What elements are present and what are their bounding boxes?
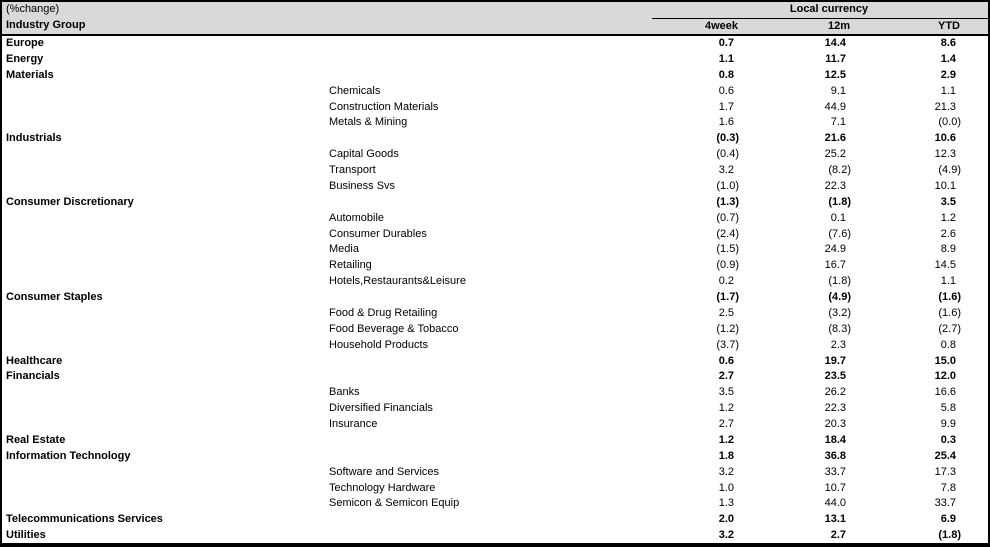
val-12m: 44.9 bbox=[824, 100, 846, 113]
val-4week: 2.5 bbox=[718, 306, 734, 319]
val-4week: 3.2 bbox=[718, 164, 734, 176]
val-4week: 1.6 bbox=[718, 116, 734, 129]
val-12m: 2.7 bbox=[830, 529, 846, 542]
val-4week: 1.2 bbox=[718, 402, 734, 415]
row-label: Materials bbox=[6, 68, 54, 81]
val-4week: (0.7) bbox=[716, 211, 739, 224]
table-row bbox=[2, 274, 988, 290]
change-label: (%change) bbox=[6, 3, 60, 16]
val-12m: 18.4 bbox=[824, 433, 846, 446]
val-4week: 0.6 bbox=[718, 354, 734, 367]
table-row bbox=[2, 449, 988, 465]
val-4week: (2.4) bbox=[716, 227, 739, 240]
table-row bbox=[2, 131, 988, 147]
row-label: Business Svs bbox=[329, 179, 396, 192]
val-ytd: (1.6) bbox=[938, 291, 961, 303]
val-ytd: (1.6) bbox=[938, 306, 961, 319]
row-spacer bbox=[964, 465, 988, 481]
val-12m: 16.7 bbox=[824, 259, 846, 272]
val-4week: 2.7 bbox=[718, 418, 734, 430]
row-spacer bbox=[964, 35, 988, 52]
val-12m: 11.7 bbox=[825, 52, 846, 65]
val-ytd: 12.0 bbox=[934, 370, 956, 383]
val-4week: (0.4) bbox=[716, 148, 739, 161]
table-row bbox=[2, 258, 988, 274]
row-label: Information Technology bbox=[6, 449, 131, 462]
val-12m: (3.2) bbox=[828, 306, 851, 319]
table-row bbox=[2, 385, 988, 401]
row-spacer bbox=[964, 481, 988, 497]
val-4week: 1.0 bbox=[718, 481, 734, 494]
row-spacer bbox=[964, 258, 988, 274]
header-spacer bbox=[964, 18, 988, 35]
row-label: Food & Drug Retailing bbox=[329, 306, 438, 319]
col-header-12m: 12m bbox=[742, 18, 854, 35]
val-ytd: 1.1 bbox=[940, 84, 956, 97]
val-ytd: 8.9 bbox=[940, 243, 956, 256]
val-12m: 2.3 bbox=[830, 338, 846, 351]
val-4week: (1.5) bbox=[716, 243, 739, 256]
val-12m: 24.9 bbox=[824, 243, 846, 256]
row-spacer bbox=[964, 290, 988, 306]
table-row bbox=[2, 147, 988, 163]
val-4week: 1.1 bbox=[718, 52, 734, 65]
val-12m: (1.8) bbox=[828, 275, 851, 288]
row-spacer bbox=[964, 52, 988, 68]
val-ytd: (1.8) bbox=[938, 529, 961, 542]
val-12m: 7.1 bbox=[830, 116, 846, 129]
val-ytd: 25.4 bbox=[934, 449, 956, 462]
val-ytd: 10.1 bbox=[934, 179, 956, 192]
val-4week: 0.2 bbox=[718, 275, 734, 288]
table-row bbox=[2, 417, 988, 433]
val-4week: 1.8 bbox=[718, 449, 734, 462]
row-label: Energy bbox=[6, 52, 44, 65]
row-label: Technology Hardware bbox=[329, 481, 436, 494]
table-row bbox=[2, 100, 988, 116]
val-ytd: 5.8 bbox=[940, 402, 956, 415]
val-ytd: (0.0) bbox=[938, 116, 961, 129]
header-row-columns bbox=[2, 18, 988, 35]
val-4week: 1.7 bbox=[718, 100, 734, 113]
col-header-ytd: YTD bbox=[854, 18, 964, 35]
val-4week: (0.3) bbox=[716, 132, 739, 145]
row-spacer bbox=[964, 227, 988, 243]
table-row bbox=[2, 433, 988, 449]
row-label: Transport bbox=[329, 164, 376, 176]
table-row bbox=[2, 465, 988, 481]
row-spacer bbox=[964, 322, 988, 338]
row-spacer bbox=[964, 211, 988, 227]
val-4week: (3.7) bbox=[716, 338, 739, 351]
val-ytd: (4.9) bbox=[938, 164, 961, 176]
val-4week: 1.3 bbox=[718, 497, 734, 510]
val-4week: 2.0 bbox=[718, 513, 734, 526]
table-row bbox=[2, 163, 988, 179]
val-ytd: 33.7 bbox=[934, 497, 956, 510]
val-12m: (7.6) bbox=[828, 227, 851, 240]
table-header bbox=[2, 2, 988, 35]
val-4week: 1.2 bbox=[718, 433, 734, 446]
row-spacer bbox=[964, 338, 988, 354]
row-spacer bbox=[964, 68, 988, 84]
table-row bbox=[2, 242, 988, 258]
row-spacer bbox=[964, 496, 988, 512]
val-4week: 0.8 bbox=[718, 68, 734, 81]
table-row bbox=[2, 369, 988, 385]
row-label: Food Beverage & Tobacco bbox=[329, 322, 459, 335]
val-12m: 22.3 bbox=[824, 402, 846, 415]
row-label: Consumer Discretionary bbox=[6, 195, 134, 208]
val-ytd: 8.6 bbox=[940, 37, 956, 49]
table-row bbox=[2, 227, 988, 243]
val-4week: 2.7 bbox=[718, 370, 734, 383]
row-spacer bbox=[964, 528, 988, 544]
row-spacer bbox=[964, 84, 988, 100]
row-spacer bbox=[964, 354, 988, 370]
row-spacer bbox=[964, 242, 988, 258]
row-label: Diversified Financials bbox=[329, 402, 433, 415]
val-12m: 13.1 bbox=[824, 513, 846, 526]
table-row bbox=[2, 322, 988, 338]
row-spacer bbox=[964, 401, 988, 417]
val-ytd: 1.4 bbox=[940, 52, 956, 65]
row-spacer bbox=[964, 385, 988, 401]
row-label: Semicon & Semicon Equip bbox=[329, 497, 460, 510]
row-label: Financials bbox=[6, 370, 60, 383]
table-row bbox=[2, 512, 988, 528]
val-12m: (1.8) bbox=[828, 195, 851, 208]
table-row bbox=[2, 35, 988, 52]
val-12m: 0.1 bbox=[830, 211, 846, 224]
row-spacer bbox=[964, 417, 988, 433]
row-spacer bbox=[964, 115, 988, 131]
val-ytd: 10.6 bbox=[934, 132, 956, 145]
val-12m: 19.7 bbox=[824, 354, 846, 367]
row-label: Banks bbox=[329, 386, 360, 399]
row-spacer bbox=[964, 131, 988, 147]
val-4week: 3.2 bbox=[718, 529, 734, 542]
val-12m: 26.2 bbox=[824, 386, 846, 399]
industry-group-header: Industry Group bbox=[2, 18, 652, 35]
val-12m: 23.5 bbox=[824, 370, 846, 383]
row-label: Insurance bbox=[329, 418, 378, 430]
row-label: Utilities bbox=[6, 529, 46, 542]
val-12m: 44.0 bbox=[824, 497, 846, 510]
table-row bbox=[2, 115, 988, 131]
row-label: Software and Services bbox=[329, 465, 440, 478]
row-label: Metals & Mining bbox=[329, 116, 408, 129]
row-label: Healthcare bbox=[6, 354, 63, 367]
row-spacer bbox=[964, 179, 988, 195]
table-row bbox=[2, 68, 988, 84]
val-12m: (8.2) bbox=[828, 164, 851, 176]
row-spacer bbox=[964, 195, 988, 211]
val-4week: 3.5 bbox=[718, 386, 734, 399]
val-12m: 25.2 bbox=[824, 148, 846, 161]
val-12m: 12.5 bbox=[824, 68, 846, 81]
table-row bbox=[2, 179, 988, 195]
val-ytd: 15.0 bbox=[934, 354, 956, 367]
val-ytd: 2.9 bbox=[940, 68, 956, 81]
row-label: Chemicals bbox=[329, 84, 381, 97]
table-row bbox=[2, 496, 988, 512]
val-ytd: (2.7) bbox=[938, 322, 961, 335]
val-ytd: 0.8 bbox=[940, 338, 956, 351]
row-spacer bbox=[964, 147, 988, 163]
val-4week: (1.7) bbox=[716, 291, 739, 303]
table-row bbox=[2, 528, 988, 544]
val-12m: 9.1 bbox=[830, 84, 846, 97]
val-12m: 10.7 bbox=[824, 481, 846, 494]
val-ytd: 17.3 bbox=[934, 465, 956, 478]
row-label: Industrials bbox=[6, 132, 62, 145]
col-header-4week: 4week bbox=[652, 18, 742, 35]
val-4week: 3.2 bbox=[718, 465, 734, 478]
val-4week: (1.0) bbox=[716, 179, 739, 192]
val-ytd: 1.2 bbox=[940, 211, 956, 224]
table-row bbox=[2, 290, 988, 306]
val-ytd: 14.5 bbox=[934, 259, 956, 272]
val-ytd: 0.3 bbox=[940, 433, 956, 446]
row-label: Real Estate bbox=[6, 433, 66, 446]
table-row bbox=[2, 306, 988, 322]
val-12m: 20.3 bbox=[824, 418, 846, 430]
row-label: Telecommunications Services bbox=[6, 513, 163, 526]
row-spacer bbox=[964, 512, 988, 528]
val-ytd: 21.3 bbox=[934, 100, 956, 113]
val-12m: 14.4 bbox=[824, 37, 846, 49]
row-label: Retailing bbox=[329, 259, 372, 272]
table-row bbox=[2, 481, 988, 497]
val-12m: (8.3) bbox=[828, 322, 851, 335]
row-spacer bbox=[964, 433, 988, 449]
table-body bbox=[2, 35, 988, 544]
val-12m: 33.7 bbox=[824, 465, 846, 478]
row-spacer bbox=[964, 306, 988, 322]
val-ytd: 7.8 bbox=[940, 481, 956, 494]
row-label: Media bbox=[329, 243, 359, 256]
val-ytd: 12.3 bbox=[934, 148, 956, 161]
val-ytd: 6.9 bbox=[940, 513, 956, 526]
table-row bbox=[2, 84, 988, 100]
val-12m: (4.9) bbox=[828, 291, 851, 303]
table-row bbox=[2, 354, 988, 370]
row-label: Europe bbox=[6, 37, 44, 49]
val-4week: 0.7 bbox=[718, 37, 734, 49]
val-4week: (0.9) bbox=[716, 259, 739, 272]
table-row bbox=[2, 401, 988, 417]
table-row bbox=[2, 52, 988, 68]
row-spacer bbox=[964, 100, 988, 116]
val-12m: 22.3 bbox=[824, 179, 846, 192]
row-label: Hotels,Restaurants&Leisure bbox=[329, 275, 466, 288]
val-ytd: 2.6 bbox=[940, 227, 956, 240]
row-label: Capital Goods bbox=[329, 148, 399, 161]
val-ytd: 3.5 bbox=[940, 195, 956, 208]
val-12m: 36.8 bbox=[824, 449, 846, 462]
val-12m: 21.6 bbox=[824, 132, 846, 145]
row-label: Consumer Durables bbox=[329, 227, 427, 240]
table-row bbox=[2, 338, 988, 354]
val-ytd: 1.1 bbox=[940, 275, 956, 288]
val-ytd: 9.9 bbox=[940, 418, 956, 430]
row-spacer bbox=[964, 449, 988, 465]
row-label: Consumer Staples bbox=[6, 291, 103, 303]
val-4week: (1.2) bbox=[716, 322, 739, 335]
row-spacer bbox=[964, 369, 988, 385]
table-row bbox=[2, 211, 988, 227]
val-4week: (1.3) bbox=[716, 195, 739, 208]
industry-performance-table bbox=[2, 2, 988, 544]
header-row-currency bbox=[2, 2, 988, 18]
row-label: Automobile bbox=[329, 211, 385, 224]
row-label: Construction Materials bbox=[329, 100, 439, 113]
val-ytd: 16.6 bbox=[934, 386, 956, 399]
val-4week: 0.6 bbox=[718, 84, 734, 97]
local-currency-group-header: Local currency bbox=[652, 2, 988, 18]
table-row bbox=[2, 195, 988, 211]
row-label: Household Products bbox=[329, 338, 429, 351]
row-spacer bbox=[964, 163, 988, 179]
row-spacer bbox=[964, 274, 988, 290]
